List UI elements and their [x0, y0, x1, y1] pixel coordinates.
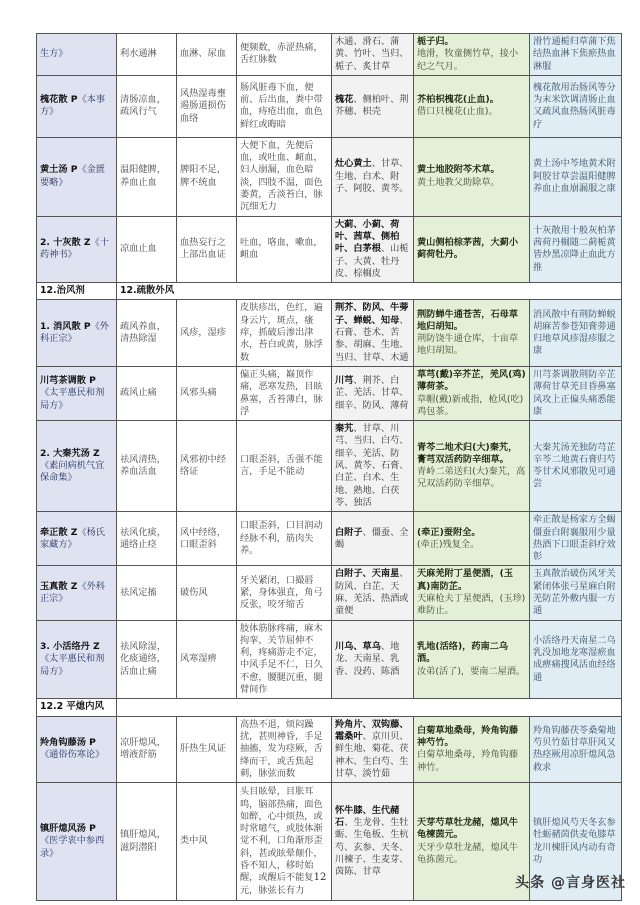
cell-bold-text: 玉真散 Z — [40, 580, 78, 592]
cell-text: 《金匮要略》 — [40, 164, 106, 188]
cell-bold-text: 荆防蝉牛通苍苦，石母草地归胡知。 — [417, 308, 519, 332]
cell-bold-text: 栀子归。 — [417, 36, 454, 47]
verse-cell: 消风散中有荆防蝉蜕胡麻苦参苍知膏蒡通归地草风疹湿疹服之康 — [530, 300, 622, 366]
verse-cell: 玉真散治破伤风牙关紧闭体张弓星麻白附羌防芷外敷内服一方通 — [530, 566, 622, 620]
cell-bold-text: 槐花 — [335, 94, 354, 106]
cell-text: 《外科正宗》 — [40, 580, 105, 604]
cell-bold-text: 白附子 — [335, 526, 363, 538]
mnemonic-cell — [414, 421, 530, 512]
mnemonic-cell — [414, 75, 530, 137]
cell-text: 生方》 — [40, 48, 68, 60]
formula-row — [37, 137, 622, 216]
indication-cell: 破伤风 — [177, 566, 237, 620]
indication-cell: 风热湿毒壅遏肠道损伤血络 — [177, 75, 237, 137]
verse-cell: 黄土汤中芩地黄术附阿胶甘草尝温阳健脾养血止血崩漏服之康 — [530, 137, 622, 216]
verse-cell: 十灰散用十般灰柏茅茜荷丹榈随二蓟栀黄皆炒黑凉降止血此方推 — [530, 216, 622, 282]
cell-text: 青岭二弟送归(大)秦艽，高兄双活药防辛细草。 — [417, 466, 526, 490]
cell-text: 《十药神书》 — [40, 237, 109, 261]
mnemonic-cell — [414, 620, 530, 699]
cell-bold-text: 牵正散 Z — [40, 526, 78, 538]
symptom-cell: 大便下血，先便后血，或吐血、衄血，妇人崩漏，血色暗淡，四肢不温，面色萎黄，舌淡苔白，脉沉细无力 — [237, 137, 332, 216]
formula-row — [37, 75, 622, 137]
mnemonic-cell — [414, 300, 530, 366]
cell-bold-text: 草芎(戴)辛芥芷，羌风(鸡)薄荷茶。 — [417, 368, 526, 393]
section-row — [37, 699, 622, 716]
cell-bold-text: 灶心黄土 — [335, 158, 372, 170]
verse-cell: 小活络丹天南星二乌乳没加地龙寒湿瘀血成痹痛搜风活血经络通 — [530, 620, 622, 699]
formula-row — [37, 716, 622, 782]
indication-cell: 风邪初中经络证 — [177, 421, 237, 512]
indication-cell: 类中风 — [177, 783, 237, 901]
indication-cell: 肝热生风证 — [177, 716, 237, 782]
cell-text: 《医学衷中参西录》 — [40, 835, 105, 859]
cell-bold-text: 黄土汤 P — [40, 164, 78, 176]
cell-text: 、石膏、苍术、苦参、胡麻、生地、当归、甘草、木通 — [335, 314, 409, 363]
cell-text: 、侧柏叶、荆芥穗、枳壳 — [335, 94, 409, 118]
indication-cell: 血热妄行之上部出血证 — [177, 216, 237, 282]
mnemonic-cell — [414, 366, 530, 420]
symptom-cell: 口眼歪斜，口目润动经脉不利，筋肉失养。 — [237, 512, 332, 566]
cell-text: 、山栀子、大黄、牡丹皮、棕榈皮 — [335, 243, 409, 279]
ingredients-cell — [332, 512, 414, 566]
symptom-cell: 高热不退，烦闷躁扰，甚则神昏，手足抽搐，发为痉厥，舌绛而干，或舌焦起刺，脉弦而数 — [237, 716, 332, 782]
cell-bold-text: 白菊草地桑母，羚角钩藤神芍竹。 — [417, 724, 519, 749]
cell-bold-text: 天麻羌附丁星便酒，(玉真)南防芷。 — [417, 568, 514, 592]
cell-bold-text: (牵正)蚕附全。 — [417, 526, 481, 538]
cell-text: 《太平惠民和剂局方》 — [40, 387, 105, 411]
verse-cell: 川芎茶调散荆防辛芷薄荷甘草羌目昏鼻塞风攻上正偏头痛悉能康 — [530, 366, 622, 420]
efficacy-cell: 疏风止痛 — [117, 366, 177, 420]
cell-bold-text: 天芽芍草牡龙赭，熄风牛龟楝茵元。 — [417, 817, 519, 841]
cell-text: 白菊草地桑母，羚角钩藤神竹。 — [417, 749, 519, 773]
formula-row — [37, 34, 622, 76]
cell-text: 天麻枪夫丁星便酒，(玉珍)难防止。 — [417, 592, 526, 617]
cell-text: 《外科正宗》 — [40, 320, 109, 345]
symptom-cell: 肢体筋脉疼痛，麻木拘挛，关节屈伸不利，疼痛游走不定，中风手足不仁，日久不愈，腰腿沉重，腿臂间作 — [237, 620, 332, 699]
cell-bold-text: 大蓟、小蓟、荷叶、茜草、侧柏叶、白茅根 — [335, 218, 400, 255]
indication-cell: 脾阳不足，脾不统血 — [177, 137, 237, 216]
cell-text: 、甘草、川芎、当归、白芍、细辛、羌活、防风、黄芩、石膏、白芷、白术、生地、熟地、白茯苓、独活 — [335, 423, 409, 508]
cell-bold-text: 青芩二地术归(大)秦艽，膏芎双活药防辛细草。 — [417, 441, 518, 465]
formula-name-cell — [37, 216, 117, 282]
cell-text: 天牙少草牡龙赭，熄风牛龟拣菌元。 — [417, 841, 519, 865]
ingredients-cell — [332, 75, 414, 137]
cell-bold-text: 荆芥、防风、牛蒡子、蝉蜕、知母 — [335, 302, 409, 326]
efficacy-cell: 凉血止血 — [117, 216, 177, 282]
cell-bold-text: 乳地(活络)，药南二乌酒。 — [417, 641, 509, 665]
cell-text: 草帽(戴)新戒指，枪风(吃)鸡包茶。 — [417, 393, 524, 417]
cell-text: 、京川贝、鲜生地、菊花、茯神木、生白芍、生甘草、淡竹茹 — [335, 730, 409, 779]
symptom-cell: 肠风脏毒下血，便前、后出血，粪中带血，痔疮出血，血色鲜红或晦暗 — [237, 75, 332, 137]
cell-text: 借口只槐花(止血)。 — [417, 106, 498, 118]
mnemonic-cell — [414, 34, 530, 76]
formula-row — [37, 216, 622, 282]
watermark: 头条 @言身医社 — [515, 875, 626, 891]
verse-cell: 大秦艽汤羌独防芎芷辛芩二地黄石膏归芍苓甘术风邪散见可通尝 — [530, 421, 622, 512]
formula-row — [37, 366, 622, 420]
formula-row — [37, 620, 622, 699]
indication-cell: 风中经络，口眼歪斜 — [177, 512, 237, 566]
ingredients-cell — [332, 137, 414, 216]
cell-text: 《杨氏家藏方》 — [40, 526, 105, 550]
cell-bold-text: 羚角钩藤汤 P — [40, 737, 96, 749]
cell-bold-text: 槐花散 P — [40, 94, 78, 106]
cell-text: 、荆芥、白芷、羌活、甘草、细辛、防风、薄荷 — [335, 375, 409, 411]
efficacy-cell: 凉肝熄风，增液舒筋 — [117, 716, 177, 782]
mnemonic-cell — [414, 137, 530, 216]
symptom-cell: 牙关紧闭，口撮唇紧，身体强直，角弓反张，咬牙缩舌 — [237, 566, 332, 620]
indication-cell: 血淋、尿血 — [177, 34, 237, 76]
ingredients-cell — [332, 716, 414, 782]
indication-cell: 风疹，湿疹 — [177, 300, 237, 366]
cell-bold-text: 2. 十灰散 Z — [40, 237, 91, 249]
cell-bold-text: 黄土地胶附芩术草。 — [417, 164, 500, 176]
formula-name-cell — [37, 620, 117, 699]
section-sublabel — [117, 699, 622, 716]
cell-text: 、地龙、天南星、乳香、没药、陈酒 — [335, 641, 400, 677]
efficacy-cell: 祛风清热，养血活血 — [117, 421, 177, 512]
cell-bold-text: 怀牛膝、生代赭石 — [335, 804, 400, 829]
cell-text: 木通、滑石、蒲黄、竹叶、当归、栀子、炙甘草 — [335, 36, 409, 72]
cell-text: 、僵蚕、全蝎 — [335, 526, 409, 550]
verse-cell: 羚角钩藤茯苓桑菊地芍贝竹茹甘草肝风又热痉厥用凉肝熄风急救求 — [530, 716, 622, 782]
cell-text: 汝弟(活了)，要南二屋酒。 — [417, 665, 526, 677]
formula-table — [36, 33, 622, 901]
formula-row — [37, 421, 622, 512]
efficacy-cell: 祛风定搐 — [117, 566, 177, 620]
cell-text: 《通俗伤寒论》 — [40, 749, 105, 761]
cell-bold-text: 秦艽 — [335, 423, 354, 435]
symptom-cell: 吐血，咯血，嗽血，衄血 — [237, 216, 332, 282]
indication-cell: 风寒湿痹 — [177, 620, 237, 699]
efficacy-cell: 祛风除湿，化痰通络，活血止痛 — [117, 620, 177, 699]
mnemonic-cell — [414, 716, 530, 782]
cell-bold-text: 羚角片、双钩藤、霜桑叶 — [335, 718, 409, 742]
symptom-cell: 头目眩晕，目胀耳鸣，脑部热痛，面色如醉，心中烦热，或时常噫气，或肢体渐觉不利，口角渐形歪斜，甚或眩晕颠仆，昏不知人，移时始醒，或醒后不能复元，脉弦长有力 — [237, 783, 332, 901]
ingredients-cell — [332, 366, 414, 420]
cell-bold-text: 1. 消风散 P — [40, 320, 91, 332]
efficacy-cell: 温阳健脾，养血止血 — [117, 137, 177, 216]
efficacy-cell: 利水通淋 — [117, 34, 177, 76]
mnemonic-cell — [414, 566, 530, 620]
formula-row — [37, 566, 622, 620]
formula-name-cell — [37, 566, 117, 620]
cell-bold-text: 3. 小活络丹 Z — [40, 641, 100, 653]
ingredients-cell — [332, 34, 414, 76]
formula-name-cell — [37, 716, 117, 782]
ingredients-cell — [332, 300, 414, 366]
cell-text: (牵正)残复全。 — [417, 538, 480, 550]
section-label: 12.2 平熄内风 — [37, 699, 117, 716]
section-row — [37, 283, 622, 300]
ingredients-cell — [332, 620, 414, 699]
section-sublabel: 12.疏散外风 — [117, 283, 622, 300]
formula-name-cell — [37, 300, 117, 366]
cell-text: 《素问病机气宜保命集》 — [40, 460, 105, 484]
efficacy-cell: 疏风养血，清热除湿 — [117, 300, 177, 366]
cell-text: 、生龙骨、生牡蛎、生龟板、生杭芍、玄参、天冬、川楝子、生麦芽、茵陈、甘草 — [335, 817, 409, 878]
mnemonic-cell — [414, 216, 530, 282]
cell-text: 、甘草、生地、白术、附子、阿胶、黄芩。 — [335, 158, 409, 194]
cell-bold-text: 川芎 — [335, 375, 354, 387]
cell-text: 、防风、白芷、天麻、羌活、热酒或童便 — [335, 568, 409, 617]
verse-cell: 滑竹通栀归草蒲下焦结热血淋下焦瘀热血淋服 — [530, 34, 622, 76]
cell-bold-text: 川芎茶调散 P — [40, 375, 96, 387]
ingredients-cell — [332, 216, 414, 282]
efficacy-cell: 祛风化痰，通络止痉 — [117, 512, 177, 566]
formula-row — [37, 512, 622, 566]
symptom-cell: 偏正头痛，巅顶作痛，恶寒发热，目眩鼻塞，舌苔薄白，脉浮 — [237, 366, 332, 420]
cell-text: 荆防饶牛通仓库，十亩草地归胡知。 — [417, 333, 519, 357]
page-number: 12 — [313, 872, 327, 883]
formula-row — [37, 300, 622, 366]
cell-text: 黄土地教父助除草。 — [417, 176, 500, 188]
verse-cell: 镇肝熄风芍天冬玄参牡蛎赭茵供麦龟膝草龙川楝肝风内动有奇功 — [530, 783, 622, 901]
symptom-cell: 口眼歪斜，舌强不能言，手足不能动 — [237, 421, 332, 512]
cell-bold-text: 黄山侧柏棕茅茜，大蓟小蓟荷牡丹。 — [417, 237, 519, 261]
cell-bold-text: 芥柏枳槐花(止血)。 — [417, 94, 499, 106]
verse-cell: 牵正散是杨家方全蝎僵蚕白附襄服用少量热酒下口眼歪斜疗效彰 — [530, 512, 622, 566]
formula-name-cell — [37, 421, 117, 512]
cell-text: 地滑，牧童侧竹草，接小纪之气月。 — [417, 48, 519, 72]
mnemonic-cell — [414, 512, 530, 566]
symptom-cell: 便频数，赤涩热痛，舌红脉数 — [237, 34, 332, 76]
cell-bold-text: 川乌、草乌 — [335, 641, 381, 653]
efficacy-cell: 镇肝熄风，滋阴潜阳 — [117, 783, 177, 901]
symptom-cell: 皮肤疹出，色红，遍身云片，斑点，瘙痒，抓破后渗出津水，苔白或黄，脉浮数 — [237, 300, 332, 366]
formula-name-cell — [37, 512, 117, 566]
ingredients-cell — [332, 566, 414, 620]
cell-text: 《太平惠民和剂局方》 — [40, 653, 105, 677]
cell-bold-text: 镇肝熄风汤 P — [40, 823, 96, 835]
ingredients-cell — [332, 421, 414, 512]
formula-name-cell — [37, 34, 117, 76]
formula-name-cell — [37, 75, 117, 137]
cell-bold-text: 白附子、天南星 — [335, 568, 400, 580]
section-label: 12.治风剂 — [37, 283, 117, 300]
cell-text: 《本事方》 — [40, 94, 106, 118]
indication-cell: 风邪头痛 — [177, 366, 237, 420]
formula-name-cell — [37, 366, 117, 420]
efficacy-cell: 清肠凉血，疏风行气 — [117, 75, 177, 137]
cell-bold-text: 2. 大秦艽汤 Z — [40, 447, 100, 459]
verse-cell: 槐花散用治肠风等分为末米饮调清肠止血又疏风血热肠风脏毒疗 — [530, 75, 622, 137]
formula-name-cell — [37, 137, 117, 216]
